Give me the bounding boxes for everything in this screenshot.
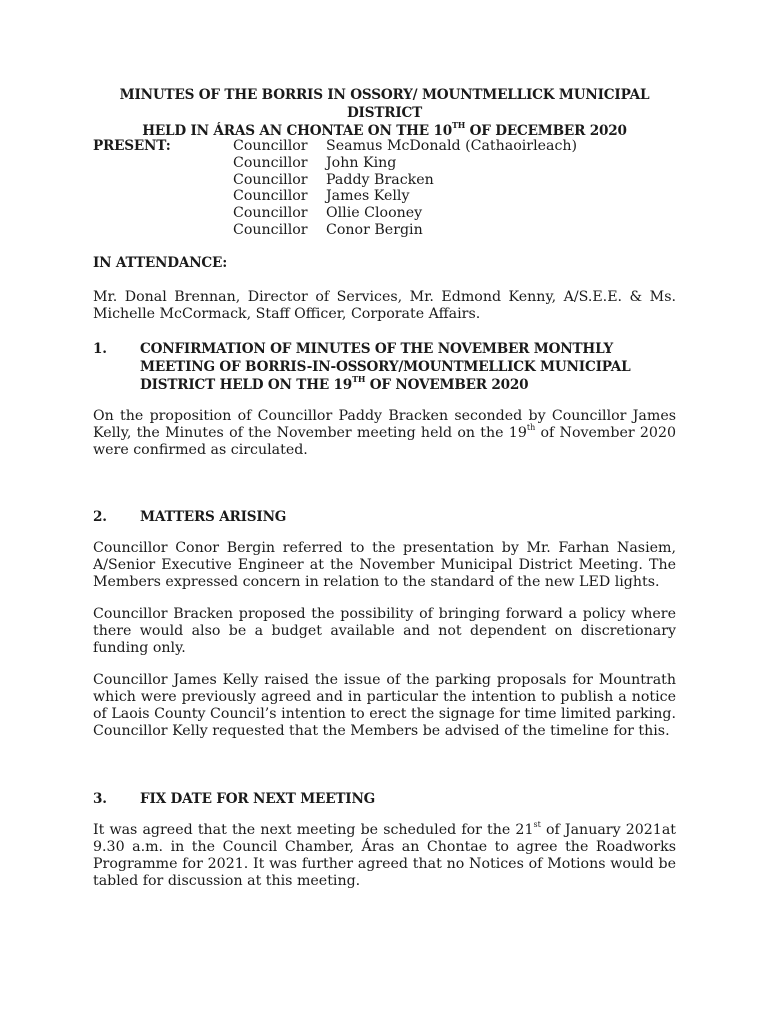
member-role: Councillor — [233, 154, 308, 171]
title-line-2-end: OF DECEMBER 2020 — [465, 123, 627, 139]
member-role: Councillor — [233, 205, 308, 222]
member-role: Councillor — [233, 188, 308, 205]
item-3-heading-text: FIX DATE FOR NEXT MEETING — [140, 791, 376, 807]
member-name: John King — [326, 154, 397, 171]
item-3-heading — [93, 790, 680, 808]
item-1-heading-main: CONFIRMATION OF MINUTES OF THE NOVEMBER MONTHLY MEETING OF BORRIS-IN-OSSORY/MOUNTMELLICK MUNICIPAL DISTRICT HELD ON THE 19 — [140, 341, 631, 393]
present-member — [233, 205, 577, 222]
attendance-heading: IN ATTENDANCE: — [93, 255, 228, 271]
present-member — [233, 222, 577, 239]
item-2-number: 2. — [93, 509, 107, 525]
item-1-heading-text — [140, 340, 680, 394]
present-member — [233, 155, 577, 172]
member-name: Seamus McDonald (Cathaoirleach) — [326, 138, 578, 154]
item-1-heading — [93, 340, 680, 394]
member-role: Councillor — [233, 221, 308, 238]
item-1-heading-superscript: TH — [352, 374, 366, 385]
member-role: Councillor — [233, 171, 308, 188]
item-1-body-end: of November 2020 were confirmed as circulated. — [93, 425, 677, 458]
item-2-paragraph-2: Councillor Bracken proposed the possibility of bringing forward a policy where there would also be a budget available and not dependent on discretionary funding only. — [93, 606, 676, 656]
item-3-body-superscript: st — [533, 820, 541, 830]
item-3-number: 3. — [93, 791, 107, 807]
item-1-number: 1. — [93, 341, 107, 357]
item-2-paragraph-3: Councillor James Kelly raised the issue of the parking proposals for Mountrath which were previously agreed and in particular the intention to publish a notice of Laois County Council’s intention to erect the signage for time limited parking. Councillor Kelly requested that the Members be advised of the timeline for this. — [93, 672, 676, 739]
present-list — [233, 138, 577, 239]
title-superscript: TH — [451, 120, 466, 131]
item-3-body — [93, 822, 676, 890]
title-line-1: MINUTES OF THE BORRIS IN OSSORY/ MOUNTMELLICK MUNICIPAL DISTRICT — [119, 87, 650, 121]
item-1-heading-end: OF NOVEMBER 2020 — [365, 377, 529, 393]
member-name: James Kelly — [326, 188, 410, 205]
item-1-body — [93, 408, 676, 459]
item-2-paragraph-1: Councillor Conor Bergin referred to the presentation by Mr. Farhan Nasiem, A/Senior Executive Engineer at the November Municipal District Meeting. The Members expressed concern in relation to the standard of the new LED lights. — [93, 540, 676, 590]
item-2-heading-text: MATTERS ARISING — [140, 509, 287, 525]
item-1-body-superscript: th — [526, 423, 536, 433]
present-member — [233, 172, 577, 189]
title-line-2-text: HELD IN ÁRAS AN CHONTAE ON THE 10 — [142, 123, 452, 139]
present-label: PRESENT: — [93, 138, 171, 154]
member-name: Ollie Clooney — [326, 205, 423, 222]
member-name: Paddy Bracken — [326, 171, 434, 188]
present-member — [233, 138, 577, 155]
member-name: Conor Bergin — [326, 221, 423, 238]
present-member — [233, 188, 577, 205]
member-role: Councillor — [233, 138, 308, 154]
item-3-body-end: of January 2021at 9.30 a.m. in the Council Chamber, Áras an Chontae to agree the Roadworks Programme for 2021. It was further agreed that no Notices of Motions would be tabled for discussion at this meeting. — [93, 822, 676, 889]
item-1-body-main: On the proposition of Councillor Paddy Bracken seconded by Councillor James Kelly, the Minutes of the November meeting held on the 19 — [93, 408, 676, 441]
item-3-body-main: It was agreed that the next meeting be scheduled for the 21 — [93, 822, 534, 838]
attendance-text: Mr. Donal Brennan, Director of Services, Mr. Edmond Kenny, A/S.E.E. & Ms. Michelle McCormack, Staff Officer, Corporate Affairs. — [93, 289, 676, 322]
document-title — [92, 86, 677, 140]
item-2-heading — [93, 508, 680, 526]
